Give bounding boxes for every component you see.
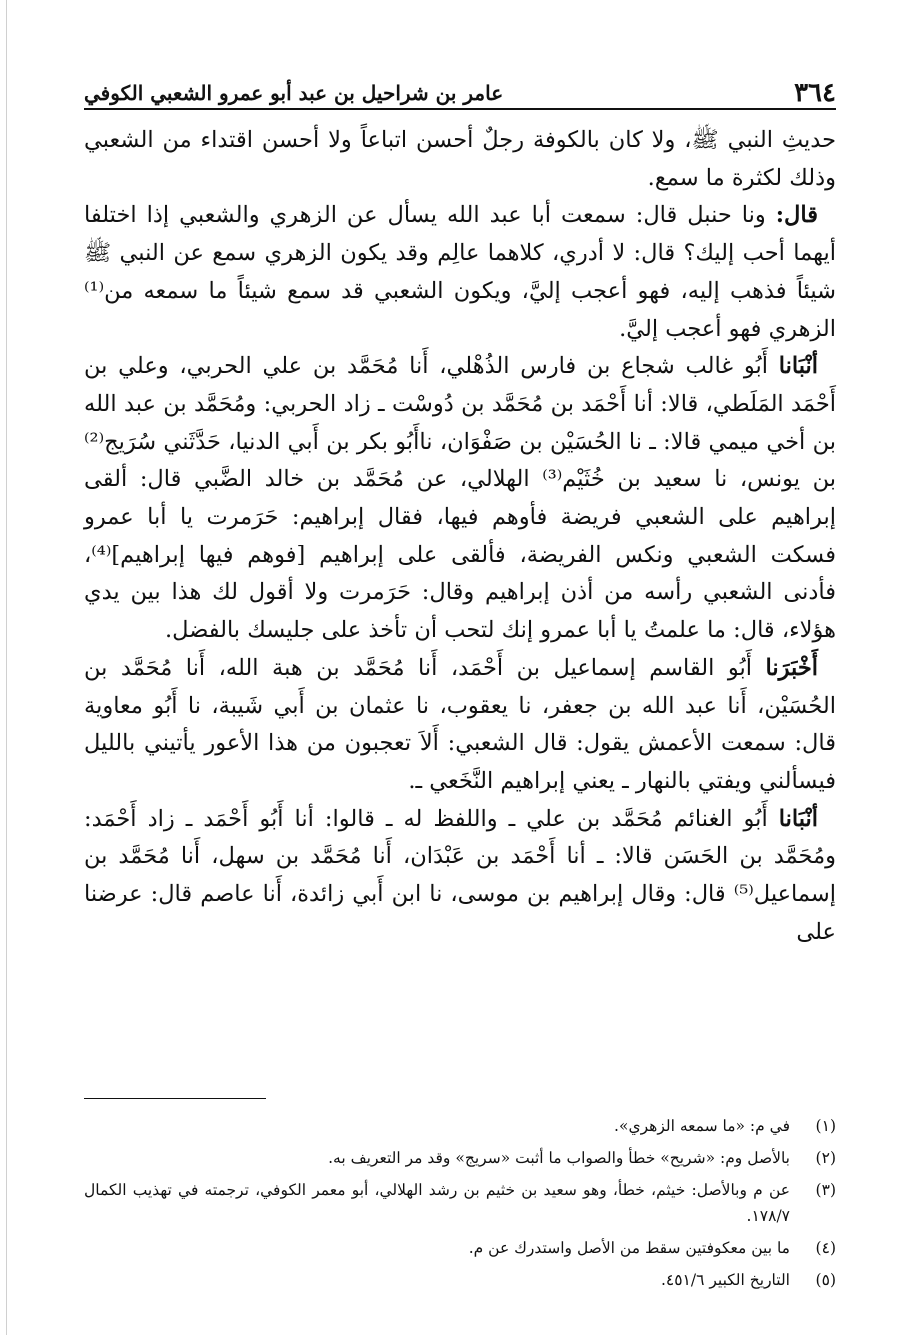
paragraph-text: أَبُو الغنائم مُحَمَّد بن علي ـ واللفظ له ـ قالوا: أنا أَبُو أَحْمَد ـ زاد أَحْمَد: ومُحَمَّد بن الحَسَن قالا: ـ أنا أَحْمَد بن عَبْدَان، أَنا مُحَمَّد بن سهل، أَنا مُحَمَّد بن إسماعيل⁽⁵⁾ قال: وقال إبراهيم بن موسى، نا ابن أَبي زائدة، أَنا عاصم قال: عرضنا على: [84, 805, 836, 945]
running-header: [84, 78, 836, 110]
footnote-text: بالأصل وم: «شريح» خطأ والصواب ما أثبت «سريج» وقد مر التعريف به.: [328, 1149, 790, 1167]
paragraph-text: حديثِ النبي ﷺ، ولا كان بالكوفة رجلٌ أحسن اتباعاً ولا أحسن اقتداء من الشعبي وذلك لكثرة ما سمع.: [84, 127, 836, 191]
footnote: [84, 1145, 836, 1171]
paragraph-lead-word: أَخْبَرَنا: [765, 654, 818, 681]
footnote-text: ما بين معكوفتين سقط من الأصل واستدرك عن م.: [468, 1239, 790, 1257]
paragraph-lead-word: قال:: [775, 202, 818, 229]
paragraph-text: أَبُو غالب شجاع بن فارس الذُهْلي، أَنا مُحَمَّد بن علي الحربي، وعلي بن أَحْمَد المَلَطي، قالا: أنا أَحْمَد بن مُحَمَّد بن دُوسْت ـ زاد الحربي: ومُحَمَّد بن عبد الله بن أخي ميمي قالا: ـ نا الحُسَيْن بن صَفْوَان، ناأَبُو بكر بن أَبي الدنيا، حَدَّثَني سُرَيج⁽²⁾ بن يونس، نا سعيد بن خُثَيْم⁽³⁾ الهلالي، عن مُحَمَّد بن خالد الضَّبي قال: ألقى إبراهيم على الشعبي فريضة فأوهم فيها، فقال إبراهيم: حَرَمرت يا أبا عمرو فسكت الشعبي ونكس الفريضة، فألقى على إبراهيم [فوهم فيها إبراهيم]⁽⁴⁾، فأدنى الشعبي رأسه من أذن إبراهيم وقال: حَرَمرت ولا أقول لك هذا بين يدي هؤلاء، قال: ما علمتُ يا أبا عمرو إنك لتحب أن تأخذ على جليسك بالفضل.: [84, 353, 836, 644]
footnote: [84, 1235, 836, 1261]
footnotes: [84, 1098, 836, 1299]
paragraph-lead-word: أنْبَانا: [778, 353, 818, 380]
footnote-rule: [84, 1098, 266, 1099]
footnote-text: في م: «ما سمعه الزهري».: [614, 1117, 790, 1135]
paragraph-asim: [84, 801, 836, 952]
footnote-number: (١): [815, 1117, 836, 1135]
paragraph-lead-word: أنْبَانا: [778, 805, 818, 832]
paragraph-hanbal: [84, 197, 836, 348]
footnote-text: التاريخ الكبير ٤٥١/٦.: [660, 1271, 790, 1289]
book-page: [84, 78, 836, 1298]
footnote: [84, 1113, 836, 1139]
running-title: عامر بن شراحيل بن عبد أبو عمرو الشعبي الكوفي: [84, 81, 504, 105]
paragraph-continuation: [84, 122, 836, 197]
footnote-text: عن م وبالأصل: خيثم، خطأ، وهو سعيد بن خثيم بن رشد الهلالي، أبو معمر الكوفي، ترجمته في تهذيب الكمال ١٧٨/٧.: [84, 1181, 790, 1225]
main-text: [84, 122, 836, 951]
paragraph-amash: [84, 650, 836, 801]
paragraph-ibrahim: [84, 348, 836, 650]
footnote-number: (٣): [815, 1181, 836, 1199]
footnote: [84, 1177, 836, 1229]
page-number: ٣٦٤: [794, 78, 836, 108]
footnote-number: (٢): [815, 1149, 836, 1167]
footnote: [84, 1267, 836, 1293]
footnote-number: (٤): [815, 1239, 836, 1257]
paragraph-text: ونا حنبل قال: سمعت أبا عبد الله يسأل عن الزهري والشعبي إذا اختلفا أيهما أحب إليك؟ قال: لا أدري، كلاهما عالِم وقد يكون الزهري سمع عن النبي ﷺ شيئاً فذهب إليه، فهو أعجب إليَّ، ويكون الشعبي قد سمع شيئاً ما سمعه من⁽¹⁾ الزهري فهو أعجب إليَّ.: [84, 202, 836, 342]
paragraph-text: أَبُو القاسم إسماعيل بن أَحْمَد، أَنا مُحَمَّد بن هبة الله، أَنا مُحَمَّد بن الحُسَيْن، أَنا عبد الله بن جعفر، نا يعقوب، نا عثمان بن أَبي شَيبة، نا أَبُو معاوية قال: سمعت الأعمش يقول: قال الشعبي: أَلاَ تعجبون من هذا الأعور يأتيني بالليل فيسألني ويفتي بالنهار ـ يعني إبراهيم النَّخَعي ـ.: [84, 654, 836, 794]
page-edge-line: [6, 0, 7, 1335]
footnote-number: (٥): [815, 1271, 836, 1289]
